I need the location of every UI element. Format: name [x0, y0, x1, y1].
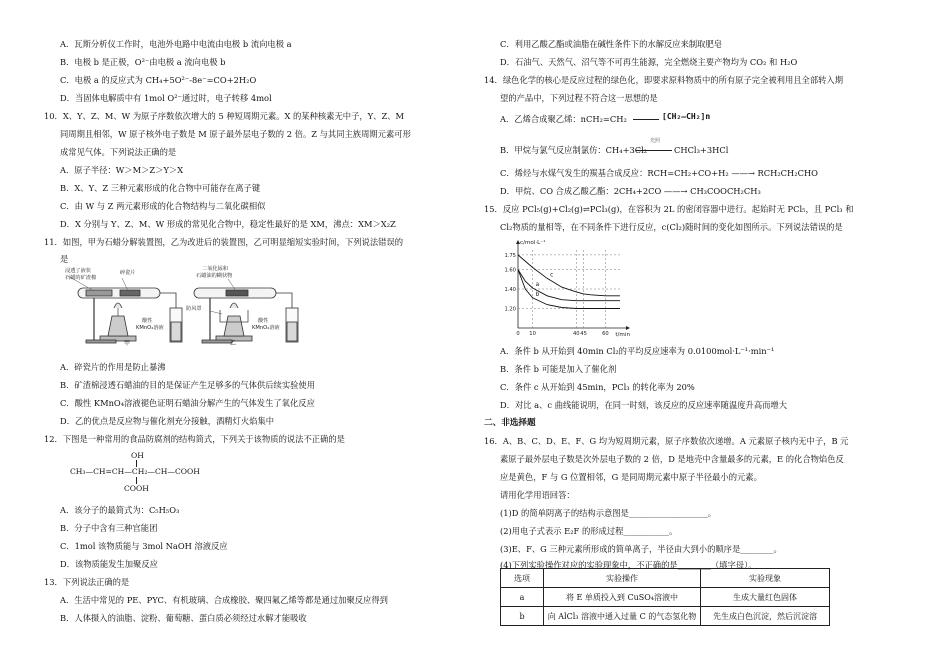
x-tick-label: 10	[529, 331, 536, 337]
table-cell-option: a	[501, 588, 544, 607]
q11-option-b: B．矿渣棉浸透石蜡油的目的是保证产生足够多的气体供后续实验使用	[60, 380, 316, 390]
q15-concentration-chart	[492, 236, 642, 340]
q13-option-d: D．石油气、天然气、沼气等不可再生能源，完全燃烧主要产物均为 CO₂ 和 H₂O	[500, 57, 798, 67]
q16-sub-3: (3)E、F、G 三种元素所形成的简单离子，半径由大到小的顺序是________。	[500, 544, 782, 554]
q10-stem-line3: 成常见气体。下列说法正确的是	[60, 147, 177, 157]
q14-b-condition: 光照	[650, 138, 661, 144]
q16-stem-line3: 应是黄色，F 与 G 位置相邻，G 是同周期元素中原子半径最小的元素。	[500, 472, 762, 482]
y-tick-label: 1.40	[504, 287, 516, 293]
q12-option-c: C．1mol 该物质能与 3mol NaOH 溶液反应	[60, 541, 228, 551]
q14-stem-line1: 14．绿色化学的核心是反应过程的绿色化，即要求原料物质中的所有原子完全被利用且全部转入期	[484, 75, 844, 85]
apparatus-figure-yi	[180, 264, 310, 346]
q11-stem-line1: 11．如图，甲为石蜡分解装置图，乙为改进后的装置图，乙可明显缩短实验时间，下列说法错误的	[44, 237, 404, 247]
q14-b-product: CHCl₃+3HCl	[674, 145, 729, 155]
q13-option-b: B．人体摄入的油脂、淀粉、葡萄糖、蛋白质必须经过水解才能吸收	[60, 613, 307, 623]
q14-option-a: A．乙烯合成聚乙烯：nCH₂=CH₂	[500, 114, 627, 124]
table-cell-operation: 向 AlCl₃ 溶液中通入过量 C 的气态氢化物	[544, 607, 701, 626]
structure-bond-down	[136, 477, 137, 484]
label-kmno4-yi: KMnO₄溶液	[252, 325, 280, 331]
q12-stem: 12．下图是一种常用的食品防腐剂的结构简式，下列关于该物质的说法不正确的是	[44, 434, 345, 444]
q11-option-a: A．碎瓷片的作用是防止暴沸	[60, 362, 166, 372]
q16-stem-line2: 素原子最外层电子数是次外层电子数的 2 倍，D 是地壳中含量最多的元素，E 的化合物焰色反	[500, 454, 844, 464]
q16-experiment-table	[500, 568, 830, 626]
series-label-c: c	[550, 272, 554, 279]
y-tick-label: 1.60	[504, 267, 516, 274]
label-paraffin-wool-2: 石蜡的矿渣棉	[65, 275, 97, 281]
y-tick-label: 1.75	[504, 252, 516, 259]
label-porcelain: 碎瓷片	[120, 270, 136, 276]
label-paraffin-wool-1: 浸透了液状	[65, 268, 91, 274]
x-axis-arrow	[626, 326, 630, 330]
q15-stem-line2: Cl₂物质的量相等，在不同条件下进行反应，c(Cl₂)随时间的变化如图所示。下列说法错误的是	[500, 222, 843, 232]
y-axis-title: c/mol·L⁻¹	[520, 240, 546, 246]
q14-b-arrow	[636, 150, 672, 151]
q15-option-c: C．条件 c 从开始到 45min，PCl₃ 的转化率为 20%	[500, 382, 695, 392]
q10-option-c: C．由 W 与 Z 两元素形成的化合物结构与二氧化碳相似	[60, 201, 266, 211]
series-line-c	[518, 255, 620, 296]
label-kmno4-jia: KMnO₄溶液	[136, 325, 164, 331]
structure-oh: OH	[131, 451, 144, 460]
table-header-option: 选项	[501, 569, 544, 588]
q9-option-c: C．电极 a 的反应式为 CH₄+5O²⁻-8e⁻=CO+2H₂O	[60, 75, 257, 85]
structure-cooh: COOH	[124, 484, 149, 493]
q16-sub-4: (4)下列实验操作对应的实验现象中，不正确的是________（填字母）。	[500, 560, 757, 570]
q9-option-d: D．当固体电解质中有 1mol O²⁻通过时，电子转移 4mol	[60, 93, 272, 103]
q11-option-d: D．乙的优点是反应物与催化剂充分接触，酒精灯火焰集中	[60, 416, 275, 426]
q11-option-c: C．酸性 KMnO₄溶液褪色证明石蜡油分解产生的气体发生了氧化反应	[60, 398, 315, 408]
q16-sub-2: (2)用电子式表示 E₂F 的形成过程___________。	[500, 526, 678, 536]
q13-stem: 13．下列说法正确的是	[44, 577, 130, 587]
q14-option-b: B．甲烷与氯气反应制氯仿：CH₄+3Cl₂	[500, 145, 648, 155]
q11-stem-line2: 是	[60, 254, 69, 264]
y-tick-label: 1.20	[504, 306, 516, 313]
table-cell-phenomenon: 生成大量红色固体	[701, 588, 830, 607]
x-tick-label: 40	[572, 331, 580, 337]
q14-a-product: [CH₂—CH₂]n	[662, 112, 711, 121]
alcohol-lamp-jia	[108, 316, 128, 336]
caption-yi: 乙	[230, 340, 237, 346]
q10-stem-line1: 10．X、Y、Z、M、W 为原子序数依次增大的 5 种短周期元素。X 的某种核素无中子，Y、Z、M	[44, 111, 405, 121]
table-cell-operation: 将 E 单质投入到 CuSO₄溶液中	[544, 588, 701, 607]
q13-option-c: C．利用乙酸乙酯或油脂在碱性条件下的水解反应来制取肥皂	[500, 39, 723, 49]
q12-option-b: B．分子中含有三种官能团	[60, 523, 158, 533]
table-header-row	[501, 569, 830, 588]
q14-stem-line2: 望的产品中，下列过程不符合这一思想的是	[500, 93, 658, 103]
series-label-b: b	[535, 291, 540, 298]
table-header-operation: 实验操作	[544, 569, 701, 588]
table-row	[501, 607, 830, 626]
q10-option-d: D．X 分别与 Y、Z、M、W 形成的常见化合物中，稳定性最好的是 XM，沸点：XM＞X₂Z	[60, 219, 396, 229]
q15-option-b: B．条件 b 可能是加入了催化剂	[500, 364, 617, 374]
q14-option-d: D．甲烷、CO 合成乙酸乙酯：2CH₄+2CO ——→ CH₃COOCH₂CH₃	[500, 186, 761, 196]
label-wind-shield: 防风罩	[186, 306, 202, 312]
alcohol-lamp-yi	[224, 316, 244, 336]
q13-option-a: A．生活中常见的 PE、PYC、有机玻璃、合成橡胶、聚四氟乙烯等都是通过加聚反应得到	[60, 595, 388, 605]
table-cell-option: b	[501, 607, 544, 626]
q12-option-d: D．该物质能发生加聚反应	[60, 559, 158, 569]
x-tick-label: 60	[602, 331, 609, 337]
label-acid-yi: 酸性	[258, 318, 269, 324]
label-mno2-1: 二氧化锰和	[202, 266, 228, 272]
apparatus-figure-jia	[64, 264, 194, 346]
q16-stem-line1: 16．A、B、C、D、E、F、G 均为短周期元素，原子序数依次递增。A 元素原子核内无中子，B 元	[484, 436, 849, 446]
table-cell-phenomenon: 先生成白色沉淀，然后沉淀溶	[701, 607, 830, 626]
q14-option-c: C．烯烃与水煤气发生的羰基合成反应：RCH=CH₂+CO+H₂ ——→ RCH₂CH₂CHO	[500, 168, 818, 178]
q9-option-b: B．电极 b 是正极，O²⁻由电极 a 流向电极 b	[60, 57, 226, 67]
q16-stem-line4: 请用化学用语回答：	[500, 490, 575, 500]
q10-option-a: A．原子半径：W＞M＞Z＞Y＞X	[60, 165, 184, 175]
q15-option-d: D．对比 a、c 曲线能说明，在同一时刻，该反应的反应速率随温度升高而增大	[500, 400, 788, 410]
label-acid-jia: 酸性	[142, 318, 153, 324]
table-header-phenomenon: 实验现象	[701, 569, 830, 588]
q12-option-a: A．该分子的最简式为：C₅H₅O₃	[60, 505, 180, 515]
q15-option-a: A．条件 b 从开始到 40min Cl₂的平均反应速率为 0.0100mol·L⁻¹·min⁻¹	[500, 346, 775, 356]
caption-jia: 甲	[124, 340, 131, 346]
q16-sub-1: (1)D 的简单阴离子的结构示意图是___________________。	[500, 508, 717, 518]
section-2-heading: 二、非选择题	[484, 418, 536, 428]
x-tick-label: 45	[580, 331, 587, 337]
q15-stem-line1: 15．反应 PCl₅(g)+Cl₂(g)⇌PCl₃(g)，在容积为 2L 的密闭容器中进行。起始时无 PCl₅，且 PCl₃ 和	[484, 204, 854, 214]
q10-stem-line2: 同周期且相邻，W 原子核外电子数是 M 原子最外层电子数的 2 倍。Z 与其同主族周期元素可形	[60, 129, 411, 139]
x-axis-title: t/min	[615, 332, 630, 338]
label-mno2-2: 石蜡油的糊状物	[196, 273, 233, 279]
structure-main-chain: CH₃—CH=CH—CH₂—CH—COOH	[70, 467, 200, 476]
series-line-b	[518, 270, 620, 309]
series-label-a: a	[535, 282, 540, 289]
structure-bond-up	[136, 460, 137, 467]
x-tick-label: 0	[516, 331, 520, 337]
q14-a-arrow	[633, 119, 659, 120]
q10-option-b: B．X、Y、Z 三种元素形成的化合物中可能存在离子键	[60, 183, 261, 193]
table-row	[501, 588, 830, 607]
q9-option-a: A．瓦斯分析仪工作时，电池外电路中电流由电极 b 流向电极 a	[60, 39, 292, 49]
